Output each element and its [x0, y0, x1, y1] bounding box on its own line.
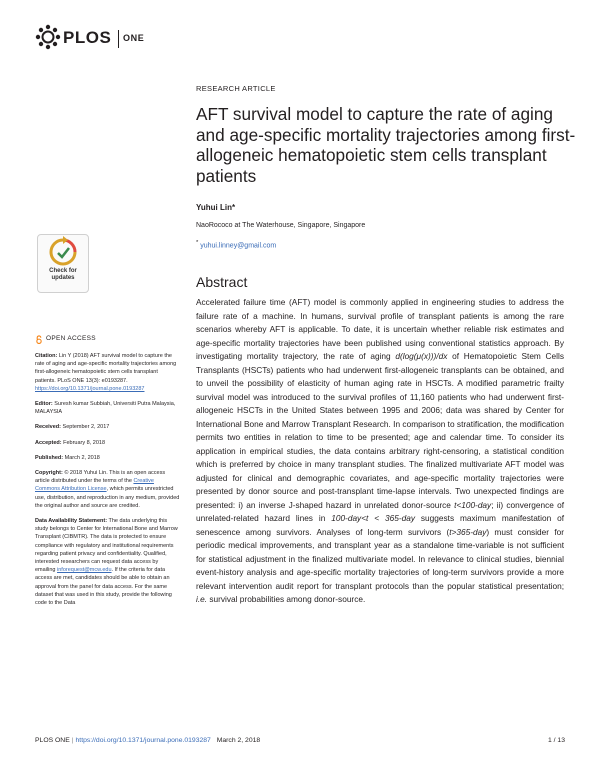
abstract-ie: i.e.: [196, 594, 208, 604]
received-label: Received:: [35, 424, 61, 431]
logo-divider: [118, 30, 119, 48]
page-footer: [35, 737, 565, 744]
page-number: 1 / 13: [547, 737, 565, 744]
footer-date: March 2, 2018: [216, 737, 261, 744]
published-date: March 2, 2018: [63, 454, 100, 461]
abstract-formula: d(log(μ(x)))/dx: [395, 351, 448, 361]
check-updates-icon: [38, 235, 88, 269]
citation-block: [35, 352, 180, 393]
data-availability-text-2: . If the criteria for data access are met, candidates should be able to obtain an approval from the panel for data access. For the same dataset that was used in this study, provide the following code to the Data: [35, 567, 172, 607]
plos-logo-icon: [35, 24, 61, 50]
abstract-interval-3: t>365-day: [449, 526, 487, 537]
abstract-text-3: ; ii) convergence of unrelated-related hazard lines in: [196, 499, 564, 523]
published-label: Published:: [35, 454, 64, 461]
author-affiliation: NaoRococo at The Waterhouse, Singapore, Singapore: [196, 222, 366, 229]
article-type-label: RESEARCH ARTICLE: [196, 84, 276, 93]
corresponding-email-line: [196, 240, 276, 249]
accepted-label: Accepted:: [35, 439, 62, 446]
author-email-link[interactable]: yuhui.linney@gmail.com: [200, 242, 277, 250]
citation-text: Lin Y (2018) AFT survival model to capture the rate of aging and age-specific mortality trajectories among first-allogeneic hematopoietic stem cells transplant patients. PLoS ONE 13(3): e0193287.: [35, 353, 177, 384]
open-access-lock-icon: [35, 335, 43, 344]
abstract-heading: Abstract: [196, 274, 248, 290]
author-name[interactable]: Yuhui Lin*: [196, 203, 236, 212]
copyright-text-2: , which permits unrestricted use, distribution, and reproduction in any medium, provided the original author and source are credited.: [35, 486, 180, 509]
abstract-interval-2: 100-day<t < 365-day: [331, 513, 415, 523]
plos-one-logo[interactable]: [35, 24, 150, 54]
editor-block: [35, 400, 180, 416]
received-block: [35, 423, 180, 431]
data-availability-block: [35, 517, 180, 607]
abstract-text-6: survival probabilities among donor-source.: [207, 594, 366, 604]
received-date: September 2, 2017: [61, 424, 110, 431]
citation-doi-link[interactable]: https://doi.org/10.1371/journal.pone.0193287: [35, 385, 145, 392]
abstract-text-2: of Hematopoietic Stem Cells Transplants (HSCTs) patients who had underwent first-allogeneic transplants can be obtained, and to unveil the possibility of elasticity of human aging rate in HSCTs. A modified parametric frailty survival model was introduced to the survival profiles of 11,160 patients who had underwent first-allogeneic HSCTs in the United States between 1995 and 2006; data was shared by Center for International Bone and Marrow Transplant Research. In comparison to stratification, the modification permits two entities in relation to time to be presented; age and calendar time. To consider its application in empirical studies, the data contains arbitrary right-censoring, a statistical condition which is preferred by choice in many transplant studies. The finalized multivariate AFT model was adjusted for clinical and demographic covariates, and age-specific mortality trajectories were presented by donor source and post-transplant time-lapse intervals. Two unexpected findings are presented: i) an inverse J-shaped hazard in unrelated donor-source: [196, 351, 564, 510]
footer-separator: [213, 737, 215, 744]
abstract-text-5: ) must consider for periodic medical improvements, and transplant year as a standalone time-variable is not sufficient for statistical adjustment in the finalized multivariate model. In relevance to clinical studies, biennial event-history analysis and age-specific mortality trajectories of long-term survivors provide a more relevant intervention audit report for transplant protocols than the popular statistical presentation;: [196, 526, 565, 591]
check-for-updates-badge[interactable]: [37, 234, 89, 293]
email-marker: *: [196, 240, 199, 246]
open-access-label: OPEN ACCESS: [46, 335, 96, 343]
accepted-date: February 8, 2018: [61, 439, 106, 446]
license-link[interactable]: Creative Commons Attribution License: [35, 478, 154, 493]
copyright-label: Copyright:: [35, 470, 63, 477]
check-updates-label: [38, 268, 88, 282]
check-updates-line2: updates: [51, 275, 75, 281]
data-request-email-link[interactable]: inforequest@mcw.edu: [57, 567, 112, 574]
footer-separator: |: [71, 737, 74, 744]
data-availability-label: Data Availability Statement:: [35, 518, 108, 525]
footer-journal: PLOS ONE: [35, 737, 70, 744]
logo-journal-text: ONE: [123, 33, 145, 43]
copyright-text-1: © 2018 Yuhui Lin. This is an open access article distributed under the terms of the: [35, 470, 166, 485]
citation-label: Citation:: [35, 353, 58, 359]
article-info-sidebar: [35, 335, 180, 614]
check-updates-line1: Check for: [49, 268, 77, 274]
abstract-body: [196, 296, 564, 607]
abstract-text-4: suggests maximum manifestation of senescence among survivors. Analyses of long-term survivors (: [196, 513, 565, 537]
published-block: [35, 454, 180, 462]
abstract-text-1: Accelerated failure time (AFT) model is commonly applied in engineering studies to address the failure rate of a machine. In humans, survival profile of transplant patients is among the rare scenarios whereby AFT is applicable. To date, it is uncertain whether reliable risk estimates and age-specific mortality trajectories have been published using conventional statistics approach. By investigating mortality trajectory, the rate of aging: [196, 297, 564, 361]
accepted-block: [35, 439, 180, 447]
logo-plos-text: PLOS: [63, 28, 112, 47]
abstract-interval-1: t<100-day: [454, 499, 492, 510]
article-title: AFT survival model to capture the rate of aging and age-specific mortality trajectories among first-allogeneic hematopoietic stem cells transplant patients: [196, 104, 576, 186]
editor-text: Suresh kumar Subbiah, Universiti Putra Malaysia, MALAYSIA: [35, 401, 176, 416]
open-access-row: [35, 335, 180, 344]
footer-doi-link[interactable]: https://doi.org/10.1371/journal.pone.0193287: [75, 737, 211, 744]
copyright-block: [35, 469, 180, 510]
editor-label: Editor:: [35, 401, 53, 408]
data-availability-text-1: The data underlying this study belongs to Center for International Bone and Marrow Transplant (CIBMTR). The data is protected to ensure compliance with regulatory and institutional requirements regarding patient privacy and confidentiality. Qualified, interested researchers can request data access by emailing: [35, 518, 178, 574]
